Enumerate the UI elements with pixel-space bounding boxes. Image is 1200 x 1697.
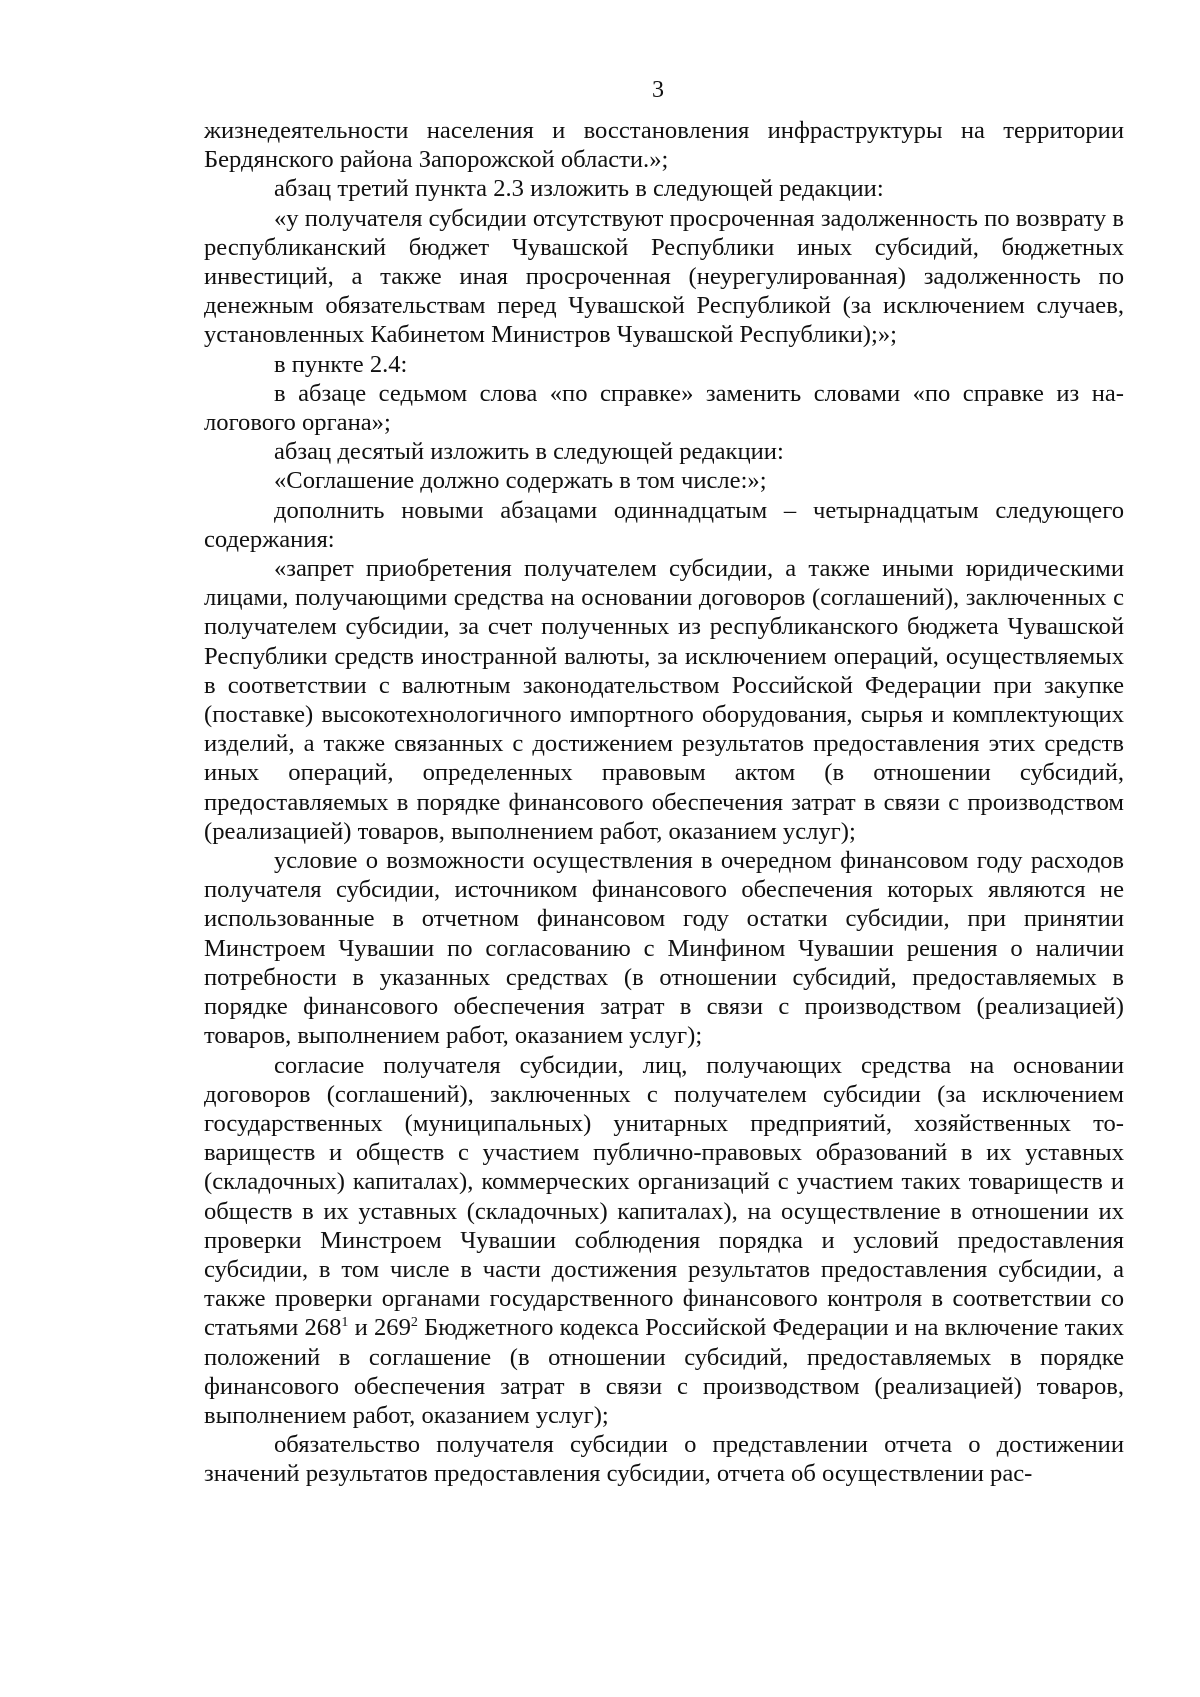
- paragraph-agreement-content: «Соглашение должно содержать в том числе:»;: [274, 467, 767, 495]
- paragraph-report-obligation: обязательство получателя субсидии о представлении отчета о достижении значений результатов предоставления субсидии, отчета об осуществлении рас-: [204, 1431, 1124, 1488]
- paragraph-abzac-tenth: абзац десятый изложить в следующей редакции:: [274, 438, 784, 466]
- paragraph-remaining-funds: условие о возможности осуществления в очередном финансовом году расходов получателя субсидии, источником финансового обеспечения которых являются не использованные в отчетном финансовом году остатки субсидии, при принятии Минстроем Чувашии по согласованию с Минфином Чувашии решения о наличии потребности в указанных средствах (в отношении субсидий, предоставляемых в порядке финансового обеспечения затрат в связи с производством (реализацией) товаров, выполнением работ, оказанием услуг);: [204, 847, 1124, 1050]
- superscript-1: 1: [341, 1315, 349, 1331]
- consent-text-part-3: Бюджетного кодекса Российской Федерации и на включение таких положений в соглашение (в отношении субсидий, предоставляемых в порядке финансового обеспечения затрат в связи с производством (реализацией) товаров, выполнением работ, оказанием услуг);: [204, 1314, 1124, 1429]
- paragraph-continuation: жизнедеятельности населения и восстановления инфраструктуры на территории Бердянского района Запорожской области.»;: [204, 117, 1124, 174]
- paragraph-amend-2-3: абзац третий пункта 2.3 изложить в следующей редакции:: [274, 175, 884, 203]
- paragraph-abzac-seventh: в абзаце седьмом слова «по справке» заменить словами «по справке из налогового органа»;: [204, 379, 1124, 437]
- page-number: 3: [652, 77, 664, 103]
- paragraph-add-new-abzacs: дополнить новыми абзацами одиннадцатым – четырнадцатым следующего содержания:: [204, 496, 1124, 553]
- superscript-2: 2: [410, 1315, 418, 1331]
- paragraph-currency-ban: «запрет приобретения получателем субсидии, а также иными юридическими лицами, получающими средства на основании договоров (соглашений), заключенных с получателем субсидии, за счет полученных из республиканского бюджета Чувашской Республики средств иностранной валюты, за исключением операций, осуществляемых в соответствии с валютным законодательством Российской Федерации при закупке (поставке) высокотехнологичного импортного оборудования, сырья и комплектующих изделий, а также связанных с достижением результатов предоставления этих средств иных операций, определенных правовым актом (в отношении субсидий, предоставляемых в порядке финансового обеспечения затрат в связи с производством (реализацией) товаров, выполнением работ, оказанием услуг);: [204, 555, 1124, 845]
- paragraph-quote-no-debt: «у получателя субсидии отсутствуют просроченная задолженность по возврату в республиканский бюджет Чувашской Республики иных субсидий, бюджетных инвестиций, а также иная просроченная (неурегулированная) задолженность по денежным обязательствам перед Чувашской Республикой (за исключением случаев, установленных Кабинетом Министров Чувашской Республики);»;: [204, 204, 1124, 349]
- paragraph-consent-inspection: [204, 1051, 1124, 1431]
- consent-text-part-2: и 269: [348, 1314, 411, 1342]
- document-body: [204, 116, 1124, 1489]
- consent-text-part-1: согласие получателя субсидии, лиц, получающих средства на основании договоров (соглашений), заключенных с получателем субсидии (за исключением государственных (муниципальных) унитарных предприятий, хозяйственных товариществ и обществ с участием публично-правовых образований в их уставных (складочных) капиталах), коммерческих организаций с участием таких товариществ и обществ в их уставных (складочных) капиталах), на осуществление в отношении их проверки Минстроем Чувашии соблюдения порядка и условий предоставления субсидии, в том числе в части достижения результатов предоставления субсидии, а также проверки органами государственного финансового контроля в соответствии со статьями 268: [204, 1051, 1124, 1342]
- paragraph-point-2-4: в пункте 2.4:: [274, 350, 408, 378]
